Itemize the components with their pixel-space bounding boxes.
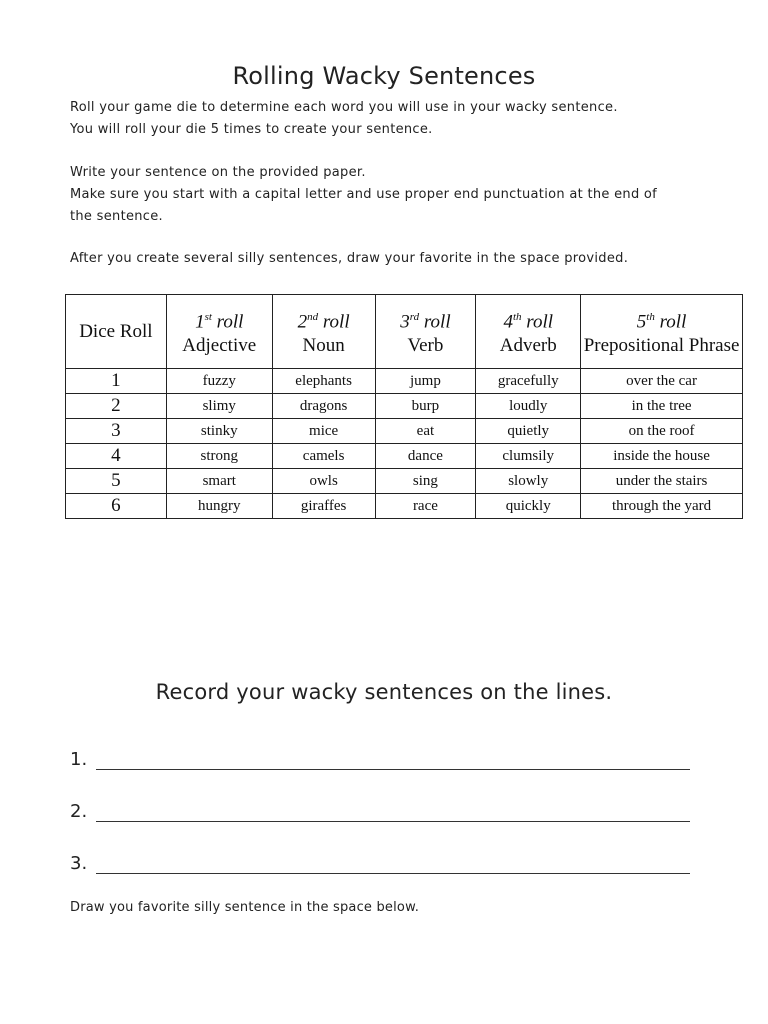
table-row	[66, 494, 743, 519]
instruction-line: the sentence.	[70, 209, 163, 224]
instruction-line: Write your sentence on the provided paper.	[70, 165, 366, 180]
instructions-draw	[70, 248, 710, 270]
writing-line	[96, 853, 690, 874]
instructions-write	[70, 162, 710, 228]
phrase-cell: under the stairs	[581, 469, 743, 494]
dice-number: 5	[66, 469, 167, 494]
phrase-cell: through the yard	[581, 494, 743, 519]
header-roll-4: 4th roll Adverb	[476, 295, 581, 369]
noun-cell: owls	[272, 469, 375, 494]
dice-number: 3	[66, 419, 167, 444]
verb-cell: race	[375, 494, 476, 519]
verb-cell: dance	[375, 444, 476, 469]
adverb-cell: loudly	[476, 394, 581, 419]
noun-cell: giraffes	[272, 494, 375, 519]
noun-cell: mice	[272, 419, 375, 444]
header-roll-1: 1st roll Adjective	[166, 295, 272, 369]
dice-number: 1	[66, 369, 167, 394]
header-dice-roll: Dice Roll	[66, 295, 167, 369]
phrase-cell: inside the house	[581, 444, 743, 469]
table-row	[66, 419, 743, 444]
header-label: Verb	[407, 335, 444, 357]
table-row	[66, 394, 743, 419]
noun-cell: dragons	[272, 394, 375, 419]
sentence-line-1[interactable]	[70, 740, 690, 770]
writing-line	[96, 749, 690, 770]
page-title: Rolling Wacky Sentences	[232, 62, 536, 90]
record-title: Record your wacky sentences on the lines.	[155, 680, 613, 704]
instruction-line: Roll your game die to determine each word you will use in your wacky sentence.	[70, 100, 618, 115]
verb-cell: jump	[375, 369, 476, 394]
instructions-roll	[70, 97, 710, 141]
adverb-cell: slowly	[476, 469, 581, 494]
instruction-line: Make sure you start with a capital letter and use proper end punctuation at the end of	[70, 187, 658, 202]
adjective-cell: fuzzy	[166, 369, 272, 394]
table-row	[66, 444, 743, 469]
table-row	[66, 469, 743, 494]
verb-cell: burp	[375, 394, 476, 419]
writing-line	[96, 801, 690, 822]
header-label: Adverb	[499, 335, 557, 357]
line-number: 3.	[70, 853, 88, 874]
phrase-cell: over the car	[581, 369, 743, 394]
adverb-cell: quickly	[476, 494, 581, 519]
instruction-line: You will roll your die 5 times to create your sentence.	[70, 122, 433, 137]
sentence-line-2[interactable]	[70, 792, 690, 822]
dice-number: 6	[66, 494, 167, 519]
adjective-cell: stinky	[166, 419, 272, 444]
line-number: 2.	[70, 801, 88, 822]
header-label: Adjective	[182, 335, 257, 357]
sentence-line-3[interactable]	[70, 844, 690, 874]
dice-number: 4	[66, 444, 167, 469]
line-number: 1.	[70, 749, 88, 770]
header-roll-5: 5th roll Prepositional Phrase	[581, 295, 743, 369]
adverb-cell: clumsily	[476, 444, 581, 469]
phrase-cell: in the tree	[581, 394, 743, 419]
verb-cell: eat	[375, 419, 476, 444]
header-roll-3: 3rd roll Verb	[375, 295, 476, 369]
draw-prompt: Draw you favorite silly sentence in the space below.	[70, 900, 420, 915]
instruction-line: After you create several silly sentences, draw your favorite in the space provided.	[70, 251, 629, 266]
adjective-cell: hungry	[166, 494, 272, 519]
header-label: Prepositional Phrase	[583, 335, 740, 357]
table-header-row	[66, 295, 743, 369]
adjective-cell: strong	[166, 444, 272, 469]
phrase-cell: on the roof	[581, 419, 743, 444]
noun-cell: elephants	[272, 369, 375, 394]
adjective-cell: smart	[166, 469, 272, 494]
verb-cell: sing	[375, 469, 476, 494]
adverb-cell: quietly	[476, 419, 581, 444]
header-roll-2: 2nd roll Noun	[272, 295, 375, 369]
dice-number: 2	[66, 394, 167, 419]
adjective-cell: slimy	[166, 394, 272, 419]
dice-roll-table	[65, 294, 743, 519]
noun-cell: camels	[272, 444, 375, 469]
header-label: Noun	[302, 335, 345, 357]
adverb-cell: gracefully	[476, 369, 581, 394]
table-row	[66, 369, 743, 394]
